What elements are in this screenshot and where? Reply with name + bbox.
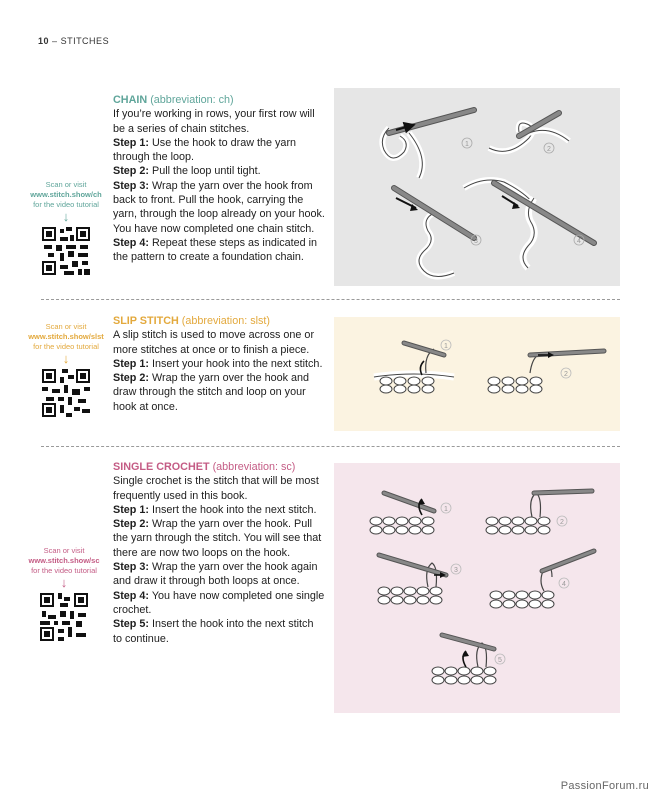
slip-step-2: Step 2: Wrap the yarn over the hook and draw through the stitch and loop on your hook at once. — [113, 372, 310, 413]
video-url[interactable]: www.stitch.show/slst — [28, 332, 104, 341]
figure-number: 3 — [474, 238, 478, 245]
slip-illustration — [334, 317, 620, 431]
slip-title: SLIP STITCH — [113, 315, 179, 327]
chain-step-2: Step 2: Pull the loop until tight. — [113, 165, 261, 178]
running-header — [38, 36, 109, 46]
slip-intro: A slip stitch is used to move across one or more stitches at once or to finish a piece. — [113, 329, 315, 356]
down-arrow-icon: ↓ — [62, 351, 70, 366]
chain-figure-2 — [489, 113, 569, 153]
section-name: STITCHES — [60, 36, 110, 46]
single-step-4: Step 4: You have now completed one single crochet. — [113, 589, 325, 616]
chain-video-callout — [16, 180, 116, 275]
figure-number: 1 — [444, 343, 448, 350]
figure-number: 5 — [498, 657, 502, 664]
single-illustration — [334, 463, 620, 713]
figure-number: 2 — [564, 371, 568, 378]
chain-title: CHAIN — [113, 94, 148, 106]
qr-code[interactable] — [42, 227, 90, 275]
chain-illustration — [334, 88, 620, 286]
chain-figure-3 — [394, 188, 481, 277]
chain-instructions — [113, 93, 325, 265]
figure-number: 1 — [465, 141, 469, 148]
single-figure-4 — [490, 551, 594, 608]
down-arrow-icon: ↓ — [60, 575, 68, 590]
single-intro: Single crochet is the stitch that will be most frequently used in this book. — [113, 475, 319, 502]
down-arrow-icon: ↓ — [62, 209, 70, 224]
single-step-2: Step 2: Wrap the yarn over the hook. Pull the yarn through the stitch. You will see that there are now two loops on the hook. — [113, 518, 322, 559]
single-step-3: Step 3: Wrap the yarn over the hook again and draw it through both loops at once. — [113, 561, 318, 588]
scan-text: Scan or visit — [45, 322, 87, 331]
chain-figure-4 — [464, 180, 594, 268]
single-title: SINGLE CROCHET — [113, 461, 210, 473]
video-url[interactable]: www.stitch.show/ch — [30, 190, 102, 199]
section-divider — [41, 446, 620, 447]
single-step-1: Step 1: Insert the hook into the next stitch. — [113, 503, 317, 516]
figure-number: 3 — [454, 567, 458, 574]
watermark: PassionForum.ru — [560, 780, 649, 792]
single-abbreviation: (abbreviation: sc) — [212, 461, 296, 473]
scan-text: Scan or visit — [45, 180, 87, 189]
slip-figure-1 — [374, 340, 454, 393]
figure-number: 1 — [444, 506, 448, 513]
single-instructions — [113, 460, 325, 646]
chain-step-1: Step 1: Use the hook to draw the yarn through the loop. — [113, 136, 297, 164]
single-step-5: Step 5: Insert the hook into the next stitch to continue. — [113, 618, 314, 645]
video-text: for the video tutorial — [33, 342, 99, 351]
chain-step-3: Step 3: Wrap the yarn over the hook from back to front. Pull the hook, carrying the yarn, through the loop already on your hook. You have now completed one chain stitch. — [113, 179, 325, 235]
slip-step-1: Step 1: Insert your hook into the next stitch. — [113, 357, 323, 370]
single-figure-1 — [370, 493, 451, 534]
chain-intro: If you’re working in rows, your first row will be a series of chain stitches. — [113, 108, 315, 135]
video-url[interactable]: www.stitch.show/sc — [28, 556, 100, 565]
single-figure-5 — [432, 635, 505, 684]
section-divider — [41, 299, 620, 300]
qr-code[interactable] — [42, 369, 90, 417]
figure-number: 4 — [577, 238, 581, 245]
chain-step-4: Step 4: Repeat these steps as indicated in the pattern to create a foundation chain. — [113, 236, 318, 264]
single-video-callout — [14, 546, 114, 641]
slip-figure-2 — [488, 351, 604, 393]
video-text: for the video tutorial — [31, 566, 97, 575]
scan-text: Scan or visit — [43, 546, 85, 555]
single-figure-2 — [486, 491, 592, 534]
header-separator: – — [52, 36, 58, 46]
figure-number: 2 — [560, 519, 564, 526]
slip-abbreviation: (abbreviation: slst) — [181, 315, 271, 327]
single-figure-3 — [378, 555, 461, 604]
qr-code[interactable] — [40, 593, 88, 641]
chain-abbreviation: (abbreviation: ch) — [150, 94, 234, 106]
figure-number: 4 — [562, 581, 566, 588]
figure-number: 2 — [547, 146, 551, 153]
video-text: for the video tutorial — [33, 200, 99, 209]
slip-instructions — [113, 314, 325, 414]
chain-figure-1 — [382, 110, 474, 178]
slip-video-callout — [16, 322, 116, 417]
page-number: 10 — [38, 36, 50, 46]
